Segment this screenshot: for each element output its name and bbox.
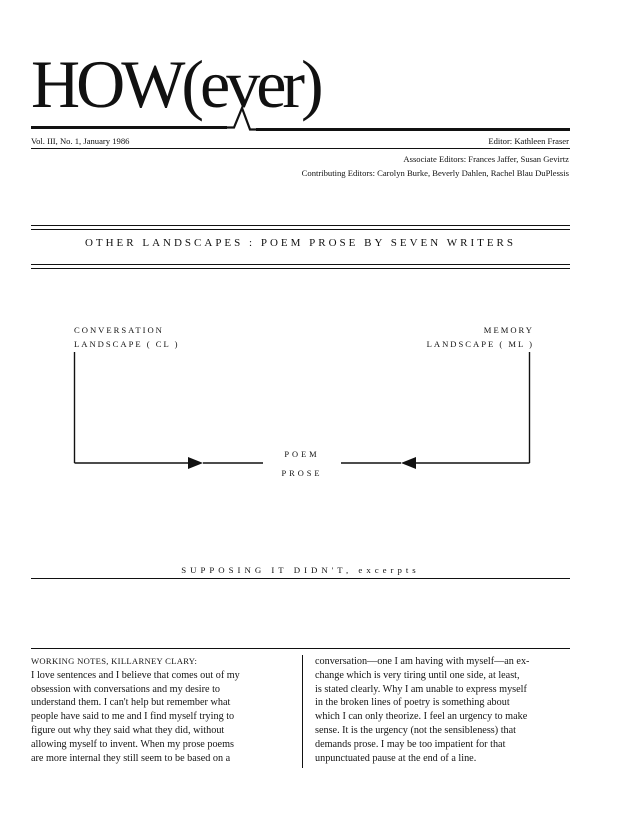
right-label-line-1: MEMORY [483, 325, 534, 335]
poem-label: POEM [284, 450, 320, 459]
column-divider [302, 655, 303, 768]
right-column-line: unpunctuated pause at the end of a line. [315, 752, 477, 764]
right-column-line: sense. It is the urgency (not the sensibleness) that [315, 724, 516, 736]
left-arrow-icon [188, 457, 203, 469]
issue-info: Vol. III, No. 1, January 1986 [31, 136, 130, 146]
left-column-line: obsession with conversations and my desire to [31, 683, 221, 695]
right-column-line: conversation—one I am having with myself—an ex- [315, 656, 530, 667]
right-column-line: change which is very tiring until one side, at least, [315, 669, 520, 681]
right-column-line: is stated clearly. Why I am unable to express myself [315, 683, 527, 695]
left-column-line: people have said to me and I find myself trying to [31, 711, 235, 723]
associate-editors: Associate Editors: Frances Jaffer, Susan Gevirtz [403, 154, 569, 164]
article-heading: WORKING NOTES, KILLARNEY CLARY: [31, 656, 198, 666]
left-column-line: are more internal they still seem to be based on a [31, 752, 231, 764]
left-column-line: I love sentences and I believe that comes out of my [31, 669, 240, 681]
masthead-title: HOW(ever) [31, 46, 320, 122]
excerpt-title: SUPPOSING IT DIDN'T, excerpts [181, 565, 420, 575]
excerpt-rule [31, 578, 570, 579]
right-column-line: in the broken lines of poetry is something about [315, 697, 510, 709]
right-label-line-2: LANDSCAPE ( ML ) [426, 339, 534, 349]
left-label-line-2: LANDSCAPE ( CL ) [74, 339, 180, 349]
right-arrow-icon [401, 457, 416, 469]
article-top-rule [31, 648, 570, 649]
left-label-line-1: CONVERSATION [74, 325, 164, 335]
editor-credit: Editor: Kathleen Fraser [488, 136, 569, 146]
prose-label: PROSE [281, 469, 323, 478]
contributing-editors: Contributing Editors: Carolyn Burke, Beverly Dahlen, Rachel Blau DuPlessis [301, 168, 569, 178]
article-left-column [31, 655, 297, 765]
right-column-line: which I can only theorize. I feel an urgency to make [315, 711, 528, 723]
article-right-column [315, 655, 573, 765]
left-column-line: allowing myself to invent. When my prose poems [31, 738, 234, 750]
left-column-line: understand them. I can't help but remember what [31, 697, 231, 709]
section-title: OTHER LANDSCAPES : POEM PROSE BY SEVEN WRITERS [84, 237, 517, 249]
right-column-line: demands prose. I may be too impatient for that [315, 738, 506, 750]
left-column-line: figure out why they said what they did, without [31, 724, 225, 736]
